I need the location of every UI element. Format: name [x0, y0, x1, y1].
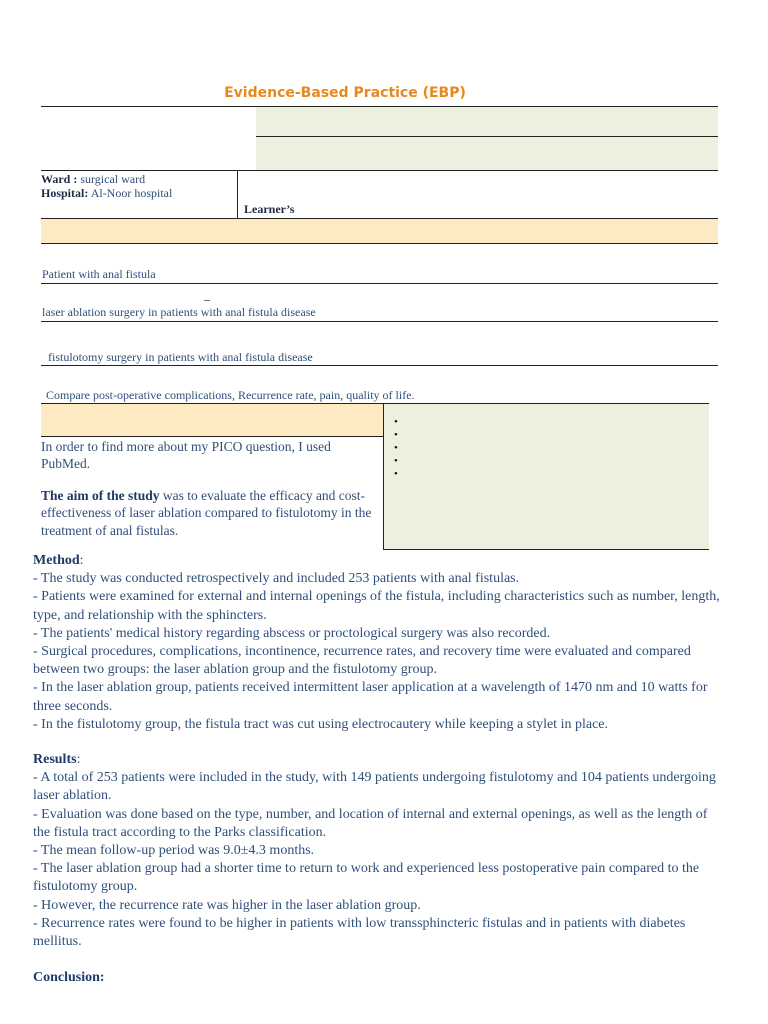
divider	[41, 283, 718, 284]
bullet-item: •	[394, 429, 398, 441]
hospital-label: Hospital:	[41, 186, 89, 200]
hospital-row	[41, 186, 172, 201]
bullet-item: •	[394, 416, 398, 428]
divider	[41, 243, 718, 244]
text-line: - In the laser ablation group, patients received intermittent laser application at a wavelength of 1470 nm and 10 watts for three seconds.	[33, 680, 708, 714]
text-line: - The patients' medical history regarding abscess or proctological surgery was also recorded.	[33, 625, 551, 641]
text-line: - The study was conducted retrospectively and included 253 patients with anal fistulas.	[33, 571, 520, 587]
text-line: - Evaluation was done based on the type, number, and location of internal and external openings, as well as the length of the fistula tract according to the Parks classification.	[33, 806, 708, 840]
bullet-item: •	[394, 455, 398, 467]
ward-value: surgical ward	[80, 172, 146, 186]
text-line: - However, the recurrence rate was higher in the laser ablation group.	[33, 897, 421, 913]
divider	[383, 549, 709, 550]
ward-row	[41, 172, 145, 187]
method-heading: Method	[33, 553, 80, 568]
bullet-item: •	[394, 442, 398, 454]
method-section: Method: - The study was conducted retrospectively and included 253 patients with anal fistulas. - Patients were examined for external and internal openings of the fistula, including characteristics such as number, length, type, and relationship with the sphincters. - The patients' medical history regarding abscess or proctological surgery was also recorded. - Surgical procedures, complications, incontinence, recurrence rates, and recovery time were evaluated and compared between two groups: the laser ablation group and the fistulotomy group. - In the laser ablation group, patients received intermittent laser application at a wavelength of 1470 nm and 10 watts for three seconds. - In the fistulotomy group, the fistula tract was cut using electrocautery while keeping a stylet in place.	[33, 552, 723, 734]
results-lines	[33, 769, 723, 951]
pico-outcome: Compare post-operative complications, Recurrence rate, pain, quality of life.	[46, 388, 415, 402]
divider	[41, 321, 718, 322]
results-section: Results: - A total of 253 patients were included in the study, with 149 patients undergoing fistulotomy and 104 patients undergoing laser ablation. - Evaluation was done based on the type, number, and location of internal and external openings, as well as the length of the fistula tract according to the Parks classification. - The mean follow-up period was 9.0±4.3 months. - The laser ablation group had a shorter time to return to work and experienced less postoperative pain compared to the fistulotomy group. - However, the recurrence rate was higher in the laser ablation group. - Recurrence rates were found to be higher in patients with low transsphincteric fistulas and in patients with diabetes mellitus.	[33, 751, 723, 951]
ward-label: Ward :	[41, 172, 78, 186]
text-line: - Recurrence rates were found to be higher in patients with low transsphincteric fistulas and in patients with diabetes mellitus.	[33, 915, 686, 950]
text-line: - The mean follow-up period was 9.0±4.3 months.	[33, 843, 315, 859]
text-line: - Patients were examined for external and internal openings of the fistula, including characteristics such as number, length, type, and relationship with the sphincters.	[33, 589, 720, 623]
bullet-item: •	[394, 468, 398, 480]
divider	[237, 170, 238, 218]
section-band	[41, 219, 718, 243]
method-lines	[33, 570, 723, 734]
divider	[41, 170, 718, 171]
text-line: - Surgical procedures, complications, incontinence, recurrence rates, and recovery time were evaluated and compared between two groups: the laser ablation group and the fistulotomy group.	[33, 644, 691, 678]
header-green-cell	[256, 107, 718, 136]
text-line: - A total of 253 patients were included in the study, with 149 patients undergoing fistulotomy and 104 patients undergoing laser ablation.	[33, 770, 716, 804]
results-heading: Results	[33, 752, 77, 767]
aim-label: The aim of the study	[41, 488, 160, 503]
conclusion-section: Conclusion:	[33, 970, 105, 985]
divider	[383, 403, 384, 550]
pico-intervention: laser ablation surgery in patients with anal fistula disease	[42, 305, 316, 319]
learner-label: Learner’s	[244, 202, 295, 216]
aim-text: was to evaluate the efficacy and cost-effectiveness of laser ablation compared to fistulotomy in the treatment of anal fistulas.	[41, 488, 372, 538]
pico-comparison: fistulotomy surgery in patients with anal fistula disease	[48, 350, 313, 364]
bullet-list	[394, 416, 398, 481]
bullet-cell	[384, 404, 709, 549]
divider	[41, 365, 718, 366]
hospital-value: Al-Noor hospital	[90, 186, 173, 200]
search-text: In order to find more about my PICO question, I used PubMed.	[41, 439, 331, 471]
divider	[41, 436, 383, 437]
search-band	[41, 404, 383, 436]
header-green-cell	[256, 137, 718, 170]
text-line: - The laser ablation group had a shorter time to return to work and experienced less postoperative pain compared to the fistulotomy group.	[33, 861, 700, 895]
pico-population: Patient with anal fistula	[42, 267, 156, 281]
aim-paragraph	[41, 487, 376, 539]
conclusion-heading: Conclusion	[33, 970, 100, 985]
page-title: Evidence-Based Practice (EBP)	[224, 85, 466, 101]
pico-dash: _	[204, 288, 210, 302]
text-line: - In the fistulotomy group, the fistula tract was cut using electrocautery while keeping a stylet in place.	[33, 716, 608, 732]
